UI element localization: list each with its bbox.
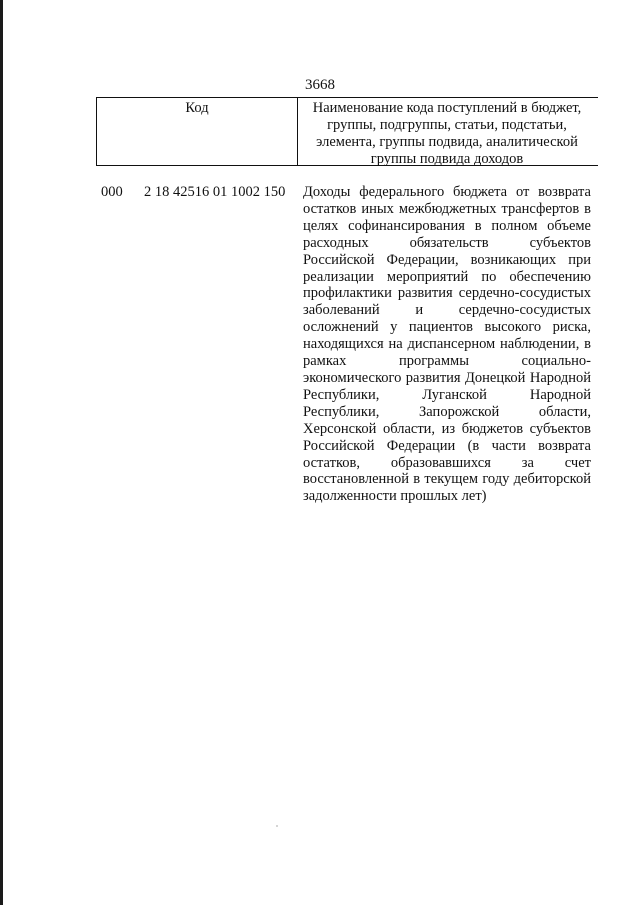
revenue-code: 2 18 42516 01 1002 150 [144, 184, 286, 200]
page-left-edge [0, 0, 3, 905]
table-header [96, 97, 598, 166]
header-code-column: Код [97, 98, 298, 165]
revenue-description: Доходы федерального бюджета от возврата остатков иных межбюджетных трансфертов в целях софинансирования в полном объеме расходных обязательств субъектов Российской Федерации, возникающих при реализации мероприятий по обеспечению профилактики развития сердечно-сосудистых заболеваний и сердечно-сосудистых осложнений у пациентов высокого риска, находящихся на диспансерном наблюдении, в рамках программы социально-экономического развития Донецкой Народной Республики, Луганской Народной Республики, Запорожской области, Херсонской области, из бюджетов субъектов Российской Федерации (в части возврата остатков, образовавшихся за счет восстановленной в текущем году дебиторской задолженности прошлых лет) [303, 184, 591, 505]
admin-code: 000 [101, 184, 123, 200]
page-number: 3668 [305, 77, 335, 93]
header-name-column: Наименование кода поступлений в бюджет, группы, подгруппы, статьи, подстатьи, элемента, группы подвида, аналитической группы подвида доходов [312, 100, 582, 167]
scan-speck [276, 825, 278, 827]
